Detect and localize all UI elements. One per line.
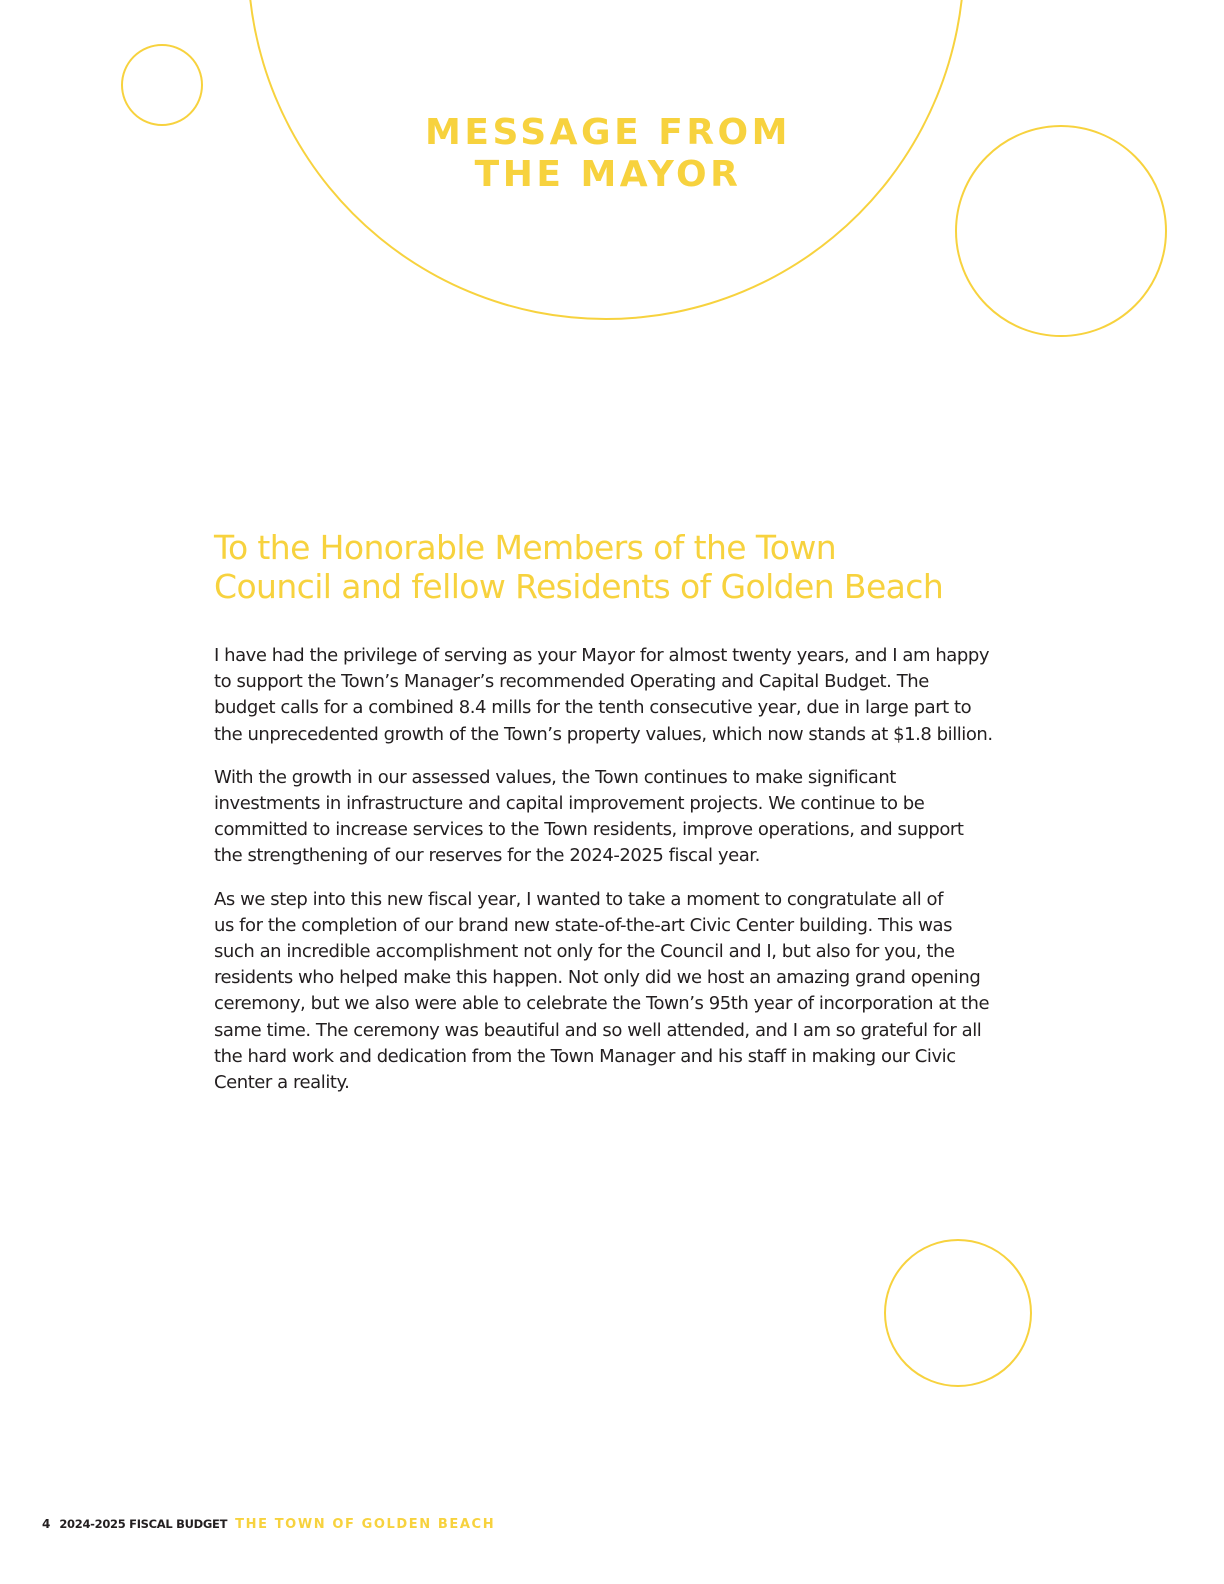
page-title-line: MESSAGE FROM xyxy=(425,112,791,153)
text-line: same time. The ceremony was beautiful and so well attended, and I am so grateful for all xyxy=(214,1019,982,1041)
text-line: the unprecedented growth of the Town’s property values, which now stands at $1.8 billion. xyxy=(214,723,993,745)
text-line: Center a reality. xyxy=(214,1072,350,1094)
town-name-label: THE TOWN OF GOLDEN BEACH xyxy=(235,1516,496,1532)
text-line: such an incredible accomplishment not only for the Council and I, but also for you, the xyxy=(214,941,955,963)
text-line: to support the Town’s Manager’s recommended Operating and Capital Budget. The xyxy=(214,671,929,693)
letter-paragraph xyxy=(214,765,1014,870)
letter-body xyxy=(214,643,1014,1113)
decorative-medium-circle xyxy=(955,125,1167,337)
letter-paragraph xyxy=(214,887,1014,1097)
budget-label: 2024-2025 FISCAL BUDGET xyxy=(59,1517,228,1531)
page-title-line: THE MAYOR xyxy=(474,154,742,195)
text-line: As we step into this new fiscal year, I wanted to take a moment to congratulate all of xyxy=(214,888,943,910)
letter-paragraph xyxy=(214,643,1014,748)
salutation-line: Council and fellow Residents of Golden Beach xyxy=(214,567,944,606)
text-line: us for the completion of our brand new state-of-the-art Civic Center building. This was xyxy=(214,914,953,936)
text-line: the hard work and dedication from the Town Manager and his staff in making our Civic xyxy=(214,1045,956,1067)
page-footer xyxy=(42,1513,495,1535)
text-line: the strengthening of our reserves for the 2024-2025 fiscal year. xyxy=(214,845,760,867)
decorative-bottom-circle xyxy=(884,1239,1032,1387)
decorative-small-circle xyxy=(121,44,203,126)
text-line: residents who helped make this happen. Not only did we host an amazing grand opening xyxy=(214,967,981,989)
text-line: committed to increase services to the Town residents, improve operations, and support xyxy=(214,819,964,841)
letter-salutation xyxy=(214,528,1014,606)
text-line: ceremony, but we also were able to celebrate the Town’s 95th year of incorporation at the xyxy=(214,993,990,1015)
text-line: I have had the privilege of serving as your Mayor for almost twenty years, and I am happy xyxy=(214,645,990,666)
text-line: budget calls for a combined 8.4 mills for the tenth consecutive year, due in large part to xyxy=(214,697,972,719)
text-line: With the growth in our assessed values, the Town continues to make significant xyxy=(214,766,896,788)
salutation-line: To the Honorable Members of the Town xyxy=(214,528,837,567)
page-title xyxy=(406,112,810,196)
text-line: investments in infrastructure and capital improvement projects. We continue to be xyxy=(214,793,925,815)
page-number: 4 xyxy=(42,1517,51,1531)
